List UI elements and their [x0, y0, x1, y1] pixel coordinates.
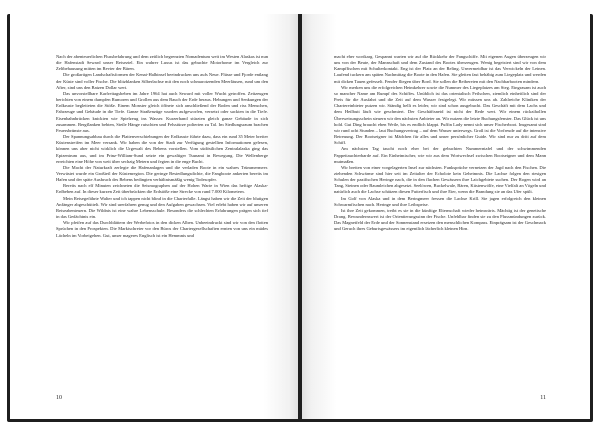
paragraph: Wir merken uns die erfolgreichen Heimkehrer sowie die Nummer des Liegeplatzes am Steg. Eingrasam ist auch so mancher Name am Rumpf des Schiffes. Unüblich ist das orientalisch Feilschen, ziemlich einheitlich sind der Preis für die Ausfahrt und die Zeit auf dem Wasser festgelegt. Wir müssen uns ab. Zahlreiche Kliniken der Chartereinbieter putzen wir. Ständig hellt es leider, wir sind schon ausgebucht. Das Geschäft mit dem Lachs und dem Heilbutt läuft wie geschmiert. Der Geschäftsneid ist nicht der Rede wert. Wir einem rückzihollen Überweisungsschein steuern wir den nächsten Anbieter an. Wir nutzen die letzte Buchungsfenster. Das Glück ist uns hold. Gut Ding braucht eben Weile, bis es endlich klappt. Puffin Lady nennt sich unser Fischerboot. Insgesamt sind wir rund acht Stunden – laut Buchungsvertrag – auf dem Wasser unterwegs. Groß ist die Vorfreude auf die intensive Betreuung. Der Bootseigner ist Mädchen für alles und unser persönlicher Guide. Wir sind nur zu dritt auf dem Schiff.	[334, 84, 546, 146]
paragraph: Im Golf von Alaska und in dem Beringmeer fressen die Lachse Krill. Sie jagen erfolgreich den kleinen Schwarmfischen nach. Heringe und ihre Leibspeise.	[334, 195, 546, 207]
paragraph: Ist ihre Zeit gekommen, treibt es sie in die künftige Elternschaft wieder heimwärts. Mächtig ist der genetische Drang. Bewundernswert ist der Orientierungssinn der Fische. Unfehlbar finden sie zu den Flussmündungen zurück. Das Magnetfeld der Erde und der Sonnenstand ersetzen den menschlichen Kompass. Einprägsam ist der Geschmack und Geruch ihres Geburtsgewässers im eigentlich lächerlich kleinen Hirn.	[334, 207, 546, 232]
left-page-text	[56, 54, 268, 239]
right-page-text	[334, 54, 546, 233]
paragraph: Der Spannungsabbau durch die Plattenverschiebungen der Erdkruste führte dazu, dass ein rund 35 Meter breiter Küstenstreifen im Meer versank. Wir haben die von der Stadt zur Verfügung gestellten Informationen gelesen, können uns aber nicht wirklich die Urgewalt des Bebens vorstellen. Vom südöstlichen Zentralalaska ging das Epizentrum aus, und im Prinz-William-Sund setzte ein gewaltiger Tsunami in Bewegung. Die Wellenberge erreichten eine Höhe von weit über sechzig Metern und fegten in die enge Bucht.	[56, 134, 268, 164]
paragraph: Am nächsten Tag taucht noch eher bei der gebuchten Nummerntafel und der schwimmenden Pappeitauchterbarde auf. Ein Einheimischer, wie wir aus dem Wortwechsel zwischen Bootseigner und dem Mann mutmaßen.	[334, 146, 546, 164]
open-book	[7, 14, 593, 422]
paragraph: Bereits nach elf Minuten zeichneten die Seismographen auf der Hohen Warte in Wien das heftige Alaska-Erdbeben auf. In dieser kurzen Zeit überbrückten die Erdstöße eine Strecke von rund 7.000 Kilometern.	[56, 183, 268, 195]
page-number-right: 11	[540, 395, 546, 401]
paragraph: Die Macht der Naturkraft zerlegte die Hafenanlagen und die verladen Boote in ein wahres Trümmermeer. Verwüstet wurde ein Großteil der Küstenregion. Die geringe Besiedlungsdichte, die Fangboote ankerten bereits im Hafen und der späte Ausbruch des Bebens bedingten verhältnismäßig wenig Todesopfer.	[56, 164, 268, 183]
paragraph: Nach der abenteuerlichen Flussbefahrung und dem zeitlich begrenzten Nomadentum weit im Westen Alaskas ist nun die Hafenstadt Seward unser Reiseziel. Ein wahrer Luxus ist das gebuchte Motorhome im Vergleich zur Zeltbehausung mitten im Revier der Bären.	[56, 54, 268, 72]
paragraph: Mein Reisegefährte Walter und ich tappen nicht blind in die Charterfalle. Längst haben wir die Zeit der blutigen Anfänger abgeschüttelt. Wir sind urerfahren genug und den Aufgaben gewachsen. Viel erlebt haben wir auf unseren Reiseabenteuern. Die Wildnis ist eine wahre Lebensschule. Besonders die schlechten Erfahrungen prägen sich tief in das Gedächtnis ein.	[56, 195, 268, 220]
paragraph: macht eher wortkarg. Gespannt warten wir auf die Rückkehr der Fangschiffe. Mit eigenen Augen überzeugen wir uns von der Beute, der Mannschaft und dem Zustand des Bootes überzeugen. Wenig begeistert sind wir von dem Kampffischen mit Schulterkontakt. Eng ist der Platz an der Reling. Unvermeidbar ist das Verwickeln der Leinen. Laufend tuckern am späten Nachmittag die Boote in den Hafen. Sie gleiten fast behäbig zum Liegeplatz und werden mit dicken Tauen gefesselt. Fender fliegen über Bord. Sie sollen die Reibereien mit den Nachbarbooten mindern.	[334, 54, 546, 84]
paragraph: Die großartigen Landschaftsformen der Kenai-Halbinsel beeindrucken uns aufs Neue. Flüsse und Fjorde entlang der Küste sind voller Fische. Die blitzblanken Silberlachse mit den noch schmarotzenden Meerläusen, rund um den After, sind uns den Batzen Dollar wert.	[56, 72, 268, 90]
right-page	[302, 14, 590, 419]
paragraph: Wir pfeifen auf das Durchblättern der Werbefotos in den dicken Alben. Unbeeindruckt sind wir von den flotten Sprüchen in den Prospekten. Die Marktschreier vor den Büros der Chartergesellschaften ernten von uns ein müdes Lächeln im Vorbeigehen. Gut, unser mageres Englisch ist ein Hemmnis und	[56, 220, 268, 238]
paragraph: Das unvorstellbare Karfreitagsbeben im Jahre 1964 hat auch Seward mit voller Wucht getroffen. Zeitzeugen berichten von einem dumpfen Rumoren und Grollen aus dem Bauch der Erde heraus. Hebungen und Senkungen der Erdkruste begleiteten die Stöße. Einem Monster gleich öffnete sich anschließend der Boden und riss Menschen, Fahrzeuge und Gebäude in die Tiefe. Ganze Straßenzüge wurden aufgeworfen, versetzt oder sackten in die Tiefe. Eisenbahnbrücken knickten wie Spielzeug ins Wasser. Kurzerhand stürzten gleich ganze Gebäude in sich zusammen. Bergflanken bebten, Steile Hänge rutschten und Felsstürze polterten zu Tal. Im Siedlungsraum brachen Feuersbrünste aus.	[56, 90, 268, 133]
left-page	[10, 14, 298, 419]
paragraph: Wir bretten von einer vorgelagerten Insel zur nächsten. Funksprüche vernetzen der Jagd nach den Fischen. Die ziehenden Schwärme sind hier seit im Zeitalter der Echolote kein Geheimnis. Die Lachse folgen den riesigen Schulen der pazifischen Heringe nach, die in den flachen Gewässern ihre Laichgebiete suchen. Der Rogen wird an Tang, Steinen oder Baumleichen abgesetzt. Seelöwen, Buckelwale, Bären, Küstenwölfe, eine Vielfalt an Vögeln und natürlich auch die Lachse schätzen diesen Futterfisch und ihre Eier, wenn die Brandung sie an das Ufer spült.	[334, 164, 546, 195]
page-number-left: 10	[56, 395, 62, 401]
